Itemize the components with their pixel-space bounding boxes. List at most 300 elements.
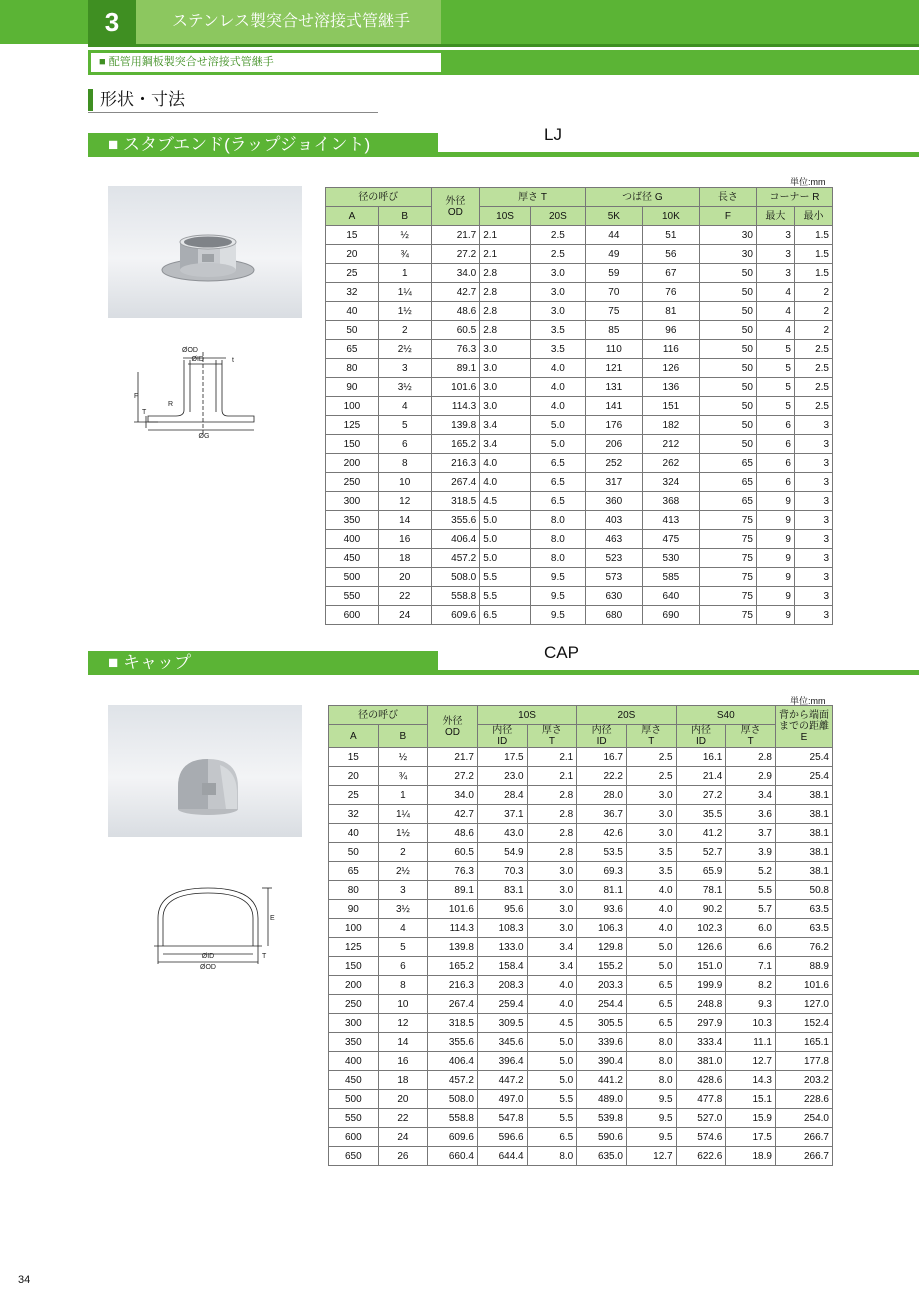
table-row (326, 416, 833, 435)
cap-code: CAP (544, 643, 579, 662)
table-cell: 20 (329, 767, 379, 786)
table-cell: 78.1 (676, 881, 726, 900)
table-cell: 3.0 (626, 824, 676, 843)
table-cell: 50 (699, 397, 756, 416)
table-cell: 318.5 (428, 1014, 478, 1033)
table-cell: 2 (378, 843, 428, 862)
table-row (329, 900, 833, 919)
table-cell: 300 (326, 492, 379, 511)
table-cell: 14 (378, 1033, 428, 1052)
table-cell: 177.8 (775, 1052, 832, 1071)
table-cell: 4.0 (626, 919, 676, 938)
table-cell: 547.8 (477, 1109, 527, 1128)
table-cell: 590.6 (577, 1128, 627, 1147)
table-cell: 15.1 (726, 1090, 776, 1109)
table-cell: 21.7 (428, 748, 478, 767)
table-cell: 63.5 (775, 900, 832, 919)
table-cell: 8 (378, 976, 428, 995)
table-cell: 6 (378, 957, 428, 976)
cap-header-20s-id: 内径 ID (577, 725, 627, 748)
table-cell: 5.5 (527, 1109, 577, 1128)
table-cell: 4.0 (480, 454, 531, 473)
table-cell: 5.0 (527, 1033, 577, 1052)
table-cell: 101.6 (431, 378, 480, 397)
table-cell: 4 (756, 302, 794, 321)
cap-header-b: B (378, 725, 428, 748)
table-cell: 9 (756, 568, 794, 587)
table-cell: 24 (378, 1128, 428, 1147)
table-cell: 3½ (378, 378, 431, 397)
table-row (326, 435, 833, 454)
cap-header-nominal: 径の呼び (329, 706, 428, 725)
table-cell: 2.5 (530, 245, 585, 264)
table-cell: 8.0 (530, 549, 585, 568)
table-cell: 1.5 (794, 226, 832, 245)
table-cell: 10.3 (726, 1014, 776, 1033)
table-cell: 208.3 (477, 976, 527, 995)
table-cell: 2.8 (527, 824, 577, 843)
table-cell: 85 (585, 321, 642, 340)
table-row (329, 1052, 833, 1071)
lj-drawing-id: ØID (191, 356, 204, 363)
table-cell: 32 (326, 283, 379, 302)
stub-end-drawing (128, 340, 268, 440)
table-cell: 182 (642, 416, 699, 435)
cap-drawing-t: T (262, 953, 267, 960)
table-cell: 508.0 (428, 1090, 478, 1109)
table-cell: 3.0 (530, 264, 585, 283)
table-cell: 20 (326, 245, 379, 264)
table-cell: 3 (794, 454, 832, 473)
table-row (326, 245, 833, 264)
table-row (326, 302, 833, 321)
cap-illustration (108, 705, 302, 837)
table-cell: 324 (642, 473, 699, 492)
table-cell: 500 (329, 1090, 379, 1109)
table-cell: 76 (642, 283, 699, 302)
section-marker (88, 89, 93, 111)
table-cell: 3.6 (726, 805, 776, 824)
table-cell: 65 (699, 473, 756, 492)
cap-header-20s-t: 厚さ T (626, 725, 676, 748)
table-cell: 5.7 (726, 900, 776, 919)
table-cell: 67 (642, 264, 699, 283)
table-cell: 9.5 (626, 1090, 676, 1109)
table-cell: 136 (642, 378, 699, 397)
table-cell: 266.7 (775, 1147, 832, 1166)
table-cell: 2.9 (726, 767, 776, 786)
table-cell: 355.6 (428, 1033, 478, 1052)
table-cell: 3.4 (726, 786, 776, 805)
table-cell: 3.0 (527, 862, 577, 881)
table-cell: 9 (756, 511, 794, 530)
table-cell: 22.2 (577, 767, 627, 786)
table-cell: 660.4 (428, 1147, 478, 1166)
table-cell: 35.5 (676, 805, 726, 824)
table-cell: 15 (326, 226, 379, 245)
table-cell: 5.0 (480, 549, 531, 568)
table-cell: 350 (326, 511, 379, 530)
table-cell: 5.0 (626, 938, 676, 957)
table-cell: 38.1 (775, 862, 832, 881)
table-cell: 131 (585, 378, 642, 397)
table-cell: 26 (378, 1147, 428, 1166)
table-cell: 150 (329, 957, 379, 976)
table-cell: 6.5 (626, 976, 676, 995)
table-cell: 333.4 (676, 1033, 726, 1052)
table-cell: 101.6 (775, 976, 832, 995)
table-cell: 2.1 (527, 767, 577, 786)
table-cell: 16.1 (676, 748, 726, 767)
table-cell: 2 (794, 321, 832, 340)
table-cell: 2.5 (626, 748, 676, 767)
table-cell: 2.8 (726, 748, 776, 767)
table-cell: 596.6 (477, 1128, 527, 1147)
table-cell: 53.5 (577, 843, 627, 862)
table-cell: 65 (699, 492, 756, 511)
table-cell: 8.0 (530, 530, 585, 549)
table-cell: 27.2 (431, 245, 480, 264)
table-cell: 6.5 (530, 454, 585, 473)
cap-header-od: 外径 OD (428, 706, 478, 748)
table-cell: 475 (642, 530, 699, 549)
table-cell: 50 (699, 416, 756, 435)
table-cell: 250 (329, 995, 379, 1014)
table-cell: 203.3 (577, 976, 627, 995)
table-cell: 450 (329, 1071, 379, 1090)
table-cell: 305.5 (577, 1014, 627, 1033)
lj-drawing-tside: T (142, 409, 147, 416)
table-cell: 165.2 (428, 957, 478, 976)
table-cell: 309.5 (477, 1014, 527, 1033)
table-cell: 125 (326, 416, 379, 435)
table-cell: 8.0 (626, 1033, 676, 1052)
table-cell: 25.4 (775, 748, 832, 767)
table-cell: 129.8 (577, 938, 627, 957)
table-cell: 42.7 (428, 805, 478, 824)
table-cell: 4 (378, 397, 431, 416)
header-divider (88, 44, 919, 47)
table-cell: 489.0 (577, 1090, 627, 1109)
table-row (326, 549, 833, 568)
table-cell: 121 (585, 359, 642, 378)
table-cell: 38.1 (775, 805, 832, 824)
table-cell: 9.5 (530, 568, 585, 587)
table-cell: 10 (378, 473, 431, 492)
table-cell: 574.6 (676, 1128, 726, 1147)
table-cell: 5 (756, 397, 794, 416)
table-cell: 70.3 (477, 862, 527, 881)
table-cell: 65 (699, 454, 756, 473)
lj-header-10k: 10K (642, 207, 699, 226)
table-row (329, 824, 833, 843)
table-cell: 42.7 (431, 283, 480, 302)
table-cell: 81 (642, 302, 699, 321)
table-cell: 3 (794, 568, 832, 587)
table-cell: 50 (699, 435, 756, 454)
table-cell: 4.0 (626, 881, 676, 900)
table-cell: 23.0 (477, 767, 527, 786)
table-cell: 106.3 (577, 919, 627, 938)
table-cell: 254.0 (775, 1109, 832, 1128)
table-cell: 14.3 (726, 1071, 776, 1090)
table-cell: 300 (329, 1014, 379, 1033)
table-cell: 108.3 (477, 919, 527, 938)
table-cell: 102.3 (676, 919, 726, 938)
lj-band (88, 125, 919, 157)
table-cell: 101.6 (428, 900, 478, 919)
chapter-number: 3 (88, 0, 136, 44)
table-cell: 3.5 (530, 340, 585, 359)
table-cell: 20 (378, 568, 431, 587)
table-row (326, 226, 833, 245)
table-cell: 5 (378, 938, 428, 957)
table-cell: 80 (329, 881, 379, 900)
table-cell: 44 (585, 226, 642, 245)
table-cell: 8 (378, 454, 431, 473)
table-cell: 70 (585, 283, 642, 302)
table-row (329, 786, 833, 805)
table-cell: 3½ (378, 900, 428, 919)
table-cell: 4.0 (480, 473, 531, 492)
table-cell: 6.5 (626, 995, 676, 1014)
table-cell: 212 (642, 435, 699, 454)
table-cell: 3 (378, 881, 428, 900)
table-cell: 216.3 (431, 454, 480, 473)
table-cell: 497.0 (477, 1090, 527, 1109)
table-cell: 25 (326, 264, 379, 283)
cap-band (88, 643, 919, 675)
table-cell: 21.4 (676, 767, 726, 786)
table-cell: 28.0 (577, 786, 627, 805)
table-cell: 1¼ (378, 283, 431, 302)
table-cell: 25 (329, 786, 379, 805)
table-cell: 176 (585, 416, 642, 435)
lj-header-rmin: 最小 (794, 207, 832, 226)
table-cell: 34.0 (428, 786, 478, 805)
table-cell: 200 (326, 454, 379, 473)
table-cell: 17.5 (477, 748, 527, 767)
table-cell: 3.4 (480, 435, 531, 454)
table-cell: 3 (794, 587, 832, 606)
table-cell: 585 (642, 568, 699, 587)
lj-header-f: F (699, 207, 756, 226)
table-cell: 116 (642, 340, 699, 359)
table-cell: 60.5 (431, 321, 480, 340)
table-cell: 9 (756, 587, 794, 606)
table-cell: 110 (585, 340, 642, 359)
cap-table-body (329, 748, 833, 1166)
table-cell: 22 (378, 1109, 428, 1128)
table-cell: 318.5 (431, 492, 480, 511)
table-cell: 90 (329, 900, 379, 919)
table-cell: 6 (756, 416, 794, 435)
stub-end-illustration (108, 186, 302, 318)
table-cell: 75 (699, 587, 756, 606)
table-cell: 75 (699, 549, 756, 568)
table-cell: 95.6 (477, 900, 527, 919)
stub-end-photo (108, 186, 302, 318)
table-cell: 18 (378, 1071, 428, 1090)
lj-header-a: A (326, 207, 379, 226)
table-cell: 21.7 (431, 226, 480, 245)
table-cell: 34.0 (431, 264, 480, 283)
table-cell: 65.9 (676, 862, 726, 881)
cap-header-s40-id: 内径 ID (676, 725, 726, 748)
table-row (326, 473, 833, 492)
table-cell: 5.5 (480, 568, 531, 587)
table-row (326, 264, 833, 283)
table-cell: 100 (326, 397, 379, 416)
cap-band-title: ■ キャップ (88, 651, 438, 675)
table-cell: 76.2 (775, 938, 832, 957)
table-cell: 8.2 (726, 976, 776, 995)
table-cell: 9 (756, 530, 794, 549)
table-cell: 558.8 (431, 587, 480, 606)
table-cell: 2.1 (480, 226, 531, 245)
table-cell: 3.5 (530, 321, 585, 340)
table-cell: 89.1 (431, 359, 480, 378)
section-title: 形状・寸法 (100, 90, 185, 109)
table-cell: 6.0 (726, 919, 776, 938)
table-row (326, 378, 833, 397)
table-cell: 25.4 (775, 767, 832, 786)
table-cell: 28.4 (477, 786, 527, 805)
lj-drawing-od: ØOD (182, 347, 198, 354)
table-cell: 114.3 (428, 919, 478, 938)
table-cell: 457.2 (428, 1071, 478, 1090)
table-cell: 3 (794, 606, 832, 625)
cap-drawing-e: E (270, 915, 275, 922)
table-row (329, 843, 833, 862)
table-cell: 5.0 (530, 416, 585, 435)
cap-drawing-id: ØID (201, 953, 215, 960)
table-cell: 6.5 (480, 606, 531, 625)
table-cell: 635.0 (577, 1147, 627, 1166)
table-cell: 252 (585, 454, 642, 473)
table-cell: 3.4 (480, 416, 531, 435)
table-cell: 450 (326, 549, 379, 568)
table-cell: 22 (378, 587, 431, 606)
table-cell: 254.4 (577, 995, 627, 1014)
table-cell: 216.3 (428, 976, 478, 995)
table-cell: 8.0 (527, 1147, 577, 1166)
table-cell: 50 (699, 321, 756, 340)
lj-unit-label: 単位:mm (790, 177, 826, 187)
table-cell: 16.7 (577, 748, 627, 767)
table-row (329, 938, 833, 957)
page-number: 34 (18, 1274, 31, 1286)
table-cell: 2.8 (480, 321, 531, 340)
table-cell: 2.5 (794, 397, 832, 416)
table-row (329, 1147, 833, 1166)
table-cell: 3.0 (480, 378, 531, 397)
table-cell: 6 (378, 435, 431, 454)
lj-header-rmax: 最大 (756, 207, 794, 226)
table-cell: 37.1 (477, 805, 527, 824)
table-cell: 5.5 (527, 1090, 577, 1109)
table-cell: 2 (794, 283, 832, 302)
table-cell: 5 (756, 378, 794, 397)
table-cell: 609.6 (428, 1128, 478, 1147)
lj-drawing-r: R (168, 401, 174, 408)
table-cell: 2.8 (527, 786, 577, 805)
table-cell: 508.0 (431, 568, 480, 587)
table-row (329, 1033, 833, 1052)
table-cell: 406.4 (431, 530, 480, 549)
table-cell: 3 (794, 473, 832, 492)
table-cell: 41.2 (676, 824, 726, 843)
table-cell: 75 (699, 511, 756, 530)
table-row (329, 805, 833, 824)
table-cell: 400 (329, 1052, 379, 1071)
table-cell: 266.7 (775, 1128, 832, 1147)
lj-header-10s: 10S (480, 207, 531, 226)
table-row (326, 397, 833, 416)
table-cell: 463 (585, 530, 642, 549)
table-cell: 75 (699, 606, 756, 625)
table-cell: 4.0 (530, 378, 585, 397)
cap-header-e: 背から端面 までの距離 E (775, 706, 832, 748)
table-cell: 3.0 (527, 900, 577, 919)
table-cell: 644.4 (477, 1147, 527, 1166)
table-cell: 2½ (378, 862, 428, 881)
table-cell: 4.0 (527, 976, 577, 995)
chapter-title: ステンレス製突合せ溶接式管継手 (136, 0, 441, 44)
table-row (329, 1014, 833, 1033)
table-cell: 9.3 (726, 995, 776, 1014)
table-cell: 368 (642, 492, 699, 511)
table-cell: 5.0 (530, 435, 585, 454)
table-cell: 76.3 (431, 340, 480, 359)
lj-band-line (438, 152, 919, 157)
table-cell: 2.8 (480, 283, 531, 302)
subheader-band (88, 50, 919, 75)
table-cell: 50 (699, 340, 756, 359)
table-cell: 3.4 (527, 938, 577, 957)
table-cell: 2.1 (527, 748, 577, 767)
table-cell: 14 (378, 511, 431, 530)
table-cell: ¾ (378, 767, 428, 786)
table-cell: ½ (378, 226, 431, 245)
table-cell: 18.9 (726, 1147, 776, 1166)
table-cell: 38.1 (775, 824, 832, 843)
table-cell: 5 (378, 416, 431, 435)
table-row (329, 976, 833, 995)
table-cell: 50 (699, 264, 756, 283)
table-cell: 5.0 (626, 957, 676, 976)
table-row (326, 587, 833, 606)
cap-header-a: A (329, 725, 379, 748)
table-row (329, 1128, 833, 1147)
table-cell: 75 (699, 568, 756, 587)
table-cell: 3.0 (626, 805, 676, 824)
table-cell: 2.5 (530, 226, 585, 245)
table-cell: 27.2 (676, 786, 726, 805)
table-cell: 11.1 (726, 1033, 776, 1052)
table-cell: 2.8 (480, 264, 531, 283)
table-cell: 1½ (378, 302, 431, 321)
lj-band-title: ■ スタブエンド(ラップジョイント) (88, 133, 438, 157)
table-cell: 3.0 (480, 397, 531, 416)
table-cell: 250 (326, 473, 379, 492)
table-cell: 428.6 (676, 1071, 726, 1090)
table-cell: 27.2 (428, 767, 478, 786)
table-cell: 4.0 (527, 995, 577, 1014)
table-cell: 6.5 (530, 473, 585, 492)
lj-table-body (326, 226, 833, 625)
table-row (329, 767, 833, 786)
